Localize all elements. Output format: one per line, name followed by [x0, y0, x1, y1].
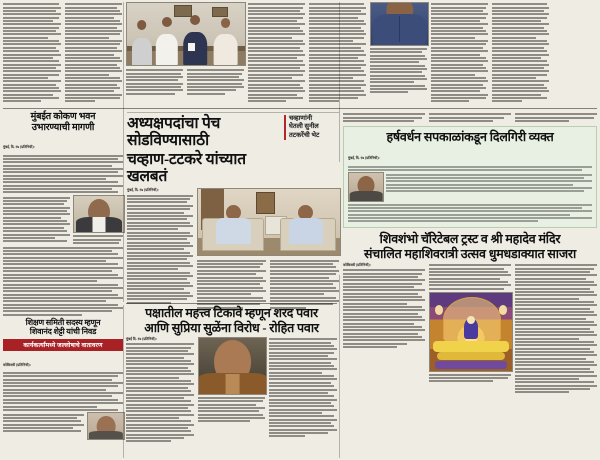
body-text-block [3, 197, 70, 242]
photo-caption-block [187, 69, 244, 94]
body-text-block [269, 338, 337, 437]
official-portrait-photo [73, 195, 125, 233]
green-headline: हर्षवर्धन सपकाळांकडून दिलगिरी व्यक्त [386, 130, 554, 145]
body-text-block [248, 3, 305, 102]
top-left-headline-line2: उभारण्याची मागणी [31, 122, 95, 133]
lead-dateline: मुंबई, दि. १७ (प्रतिनिधी): [127, 188, 159, 193]
mahashivratri-headline-line1: शिवशंभो चॅरिटेबल ट्रस्ट व श्री महादेव मंदिर [379, 231, 561, 246]
column-7-top [431, 2, 488, 106]
body-text-block [3, 414, 84, 433]
photo-caption-block [198, 397, 266, 422]
body-text-block [515, 264, 597, 393]
body-text-block [492, 3, 549, 102]
column-divider [339, 275, 340, 458]
lead-headline-line1: अध्यक्षपदांचा पेच सोडविण्यासाठी [127, 115, 221, 150]
mahashivratri-dateline: कोकिसरी (प्रतिनिधी): [343, 262, 371, 267]
mahashivratri-headline-line2: संचालित महाशिवरात्री उत्सव धुमधडाक्यात साजरा [363, 246, 577, 261]
body-text-block [127, 195, 193, 304]
top-left-story [3, 112, 123, 440]
body-text-block [3, 3, 61, 102]
column-divider [123, 2, 124, 302]
two-leaders-seated-sofa-photo [197, 188, 341, 256]
inset-line-1: चव्हाणांनी [289, 115, 313, 122]
body-text-block [65, 3, 122, 102]
body-text-block [429, 113, 511, 122]
photo-caption-block [126, 69, 183, 94]
rohit-headline-line1: पक्षातील महत्त्व टिकावे म्हणून शरद पवार [145, 306, 318, 320]
green-dateline: मुंबई, दि. १७ (प्रतिनिधी): [348, 156, 380, 161]
body-text-block [343, 113, 425, 122]
group-handover-photo [126, 2, 246, 66]
inset-line-3: तटकरेंची भेट [289, 131, 320, 139]
body-text-block [515, 113, 597, 122]
body-text-block [3, 247, 123, 316]
body-text-block [431, 3, 488, 102]
horizontal-rule [3, 108, 597, 109]
blue-shirt-portrait-photo [370, 2, 429, 46]
rohit-headline-line2: आणि सुप्रिया सुळेंना विरोध - रोहित पवार [144, 321, 319, 335]
body-text-block [429, 264, 511, 289]
column-2-top [65, 2, 122, 106]
harshvardhan-sapkal-portrait-photo [348, 172, 384, 202]
body-text-block [270, 260, 339, 309]
body-text-block [126, 343, 194, 442]
body-text-block [309, 3, 366, 102]
body-text-block [3, 372, 123, 411]
left-bottom-headline-line1: शिक्षण समिती सदस्य म्हणून [25, 317, 101, 327]
left-bottom-dateline: कोकिसरी (प्रतिनिधी): [3, 362, 31, 367]
body-text-block [370, 48, 427, 93]
column-5-top [309, 2, 366, 106]
divider [127, 112, 339, 113]
rohit-pawar-portrait-photo [198, 337, 268, 395]
right-section [343, 112, 597, 440]
body-text-block [343, 269, 425, 348]
lead-headline-line2: चव्हाण-टटकरे यांच्यात खलबतं [127, 150, 246, 186]
body-text-block [197, 260, 266, 309]
rohit-pawar-story [126, 303, 337, 444]
column-4-top [248, 2, 305, 106]
body-text-block [348, 204, 592, 223]
body-text-block [386, 174, 592, 193]
body-text-block [348, 166, 592, 171]
body-text-block [3, 155, 123, 194]
column-divider [339, 2, 340, 162]
shivanand-shetty-portrait-photo [87, 412, 125, 440]
left-bottom-subhead-bar: कार्यकर्त्यांमध्ये जल्लोषाचे वातावरण [3, 339, 123, 351]
column-divider [123, 305, 124, 458]
column-6-top [370, 2, 427, 106]
column-1-top [3, 2, 61, 106]
top-left-dateline: मुंबई, दि. १७ (प्रतिनिधी): [3, 145, 35, 150]
body-text-block [73, 235, 123, 244]
mahashivratri-story [343, 232, 597, 395]
left-bottom-headline-line2: शिवानंद शेट्टी यांची निवड [29, 326, 97, 336]
lead-inset-box [284, 115, 339, 140]
decorated-shrine-photo [429, 292, 513, 372]
photo-caption-block [429, 374, 511, 383]
column-8-top [492, 2, 549, 106]
column-3-top [126, 2, 244, 106]
inset-line-2: घेतली सुनील [289, 123, 319, 131]
divider [126, 303, 337, 304]
green-story-panel [343, 126, 597, 227]
top-left-headline-line1: मुंबईत कोकण भवन [30, 112, 96, 122]
rohit-dateline: मुंबई दि. १७ (प्रतिनिधी): [126, 337, 157, 341]
